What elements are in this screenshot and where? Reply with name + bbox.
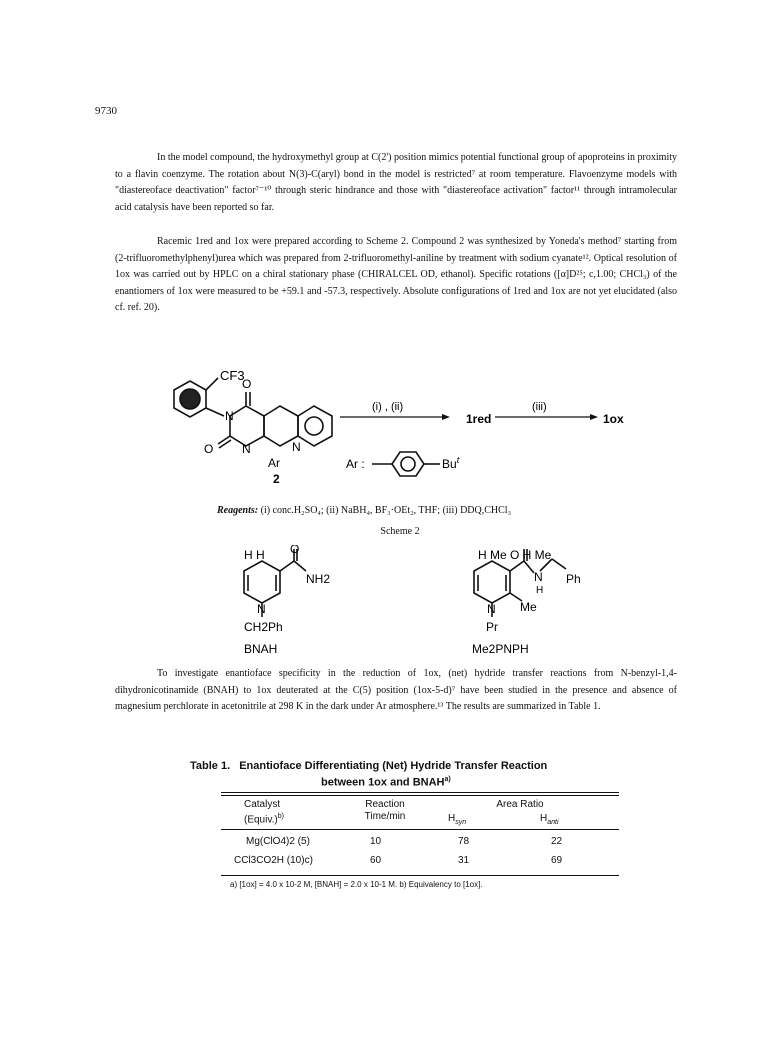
me2pnph-amide-n-label: N: [534, 570, 543, 584]
table-row: [226, 836, 624, 852]
header-catalyst-text: Catalyst: [244, 799, 281, 810]
product-1ox-label: 1ox: [603, 412, 624, 426]
compound-2-label: 2: [273, 472, 280, 486]
cell-time: 10: [370, 836, 382, 847]
paragraph-3: [115, 666, 677, 716]
header-reaction-text: Reaction: [365, 799, 405, 810]
reductant-structures: [210, 545, 620, 660]
table-row: [226, 855, 624, 871]
arrow-2-head: [590, 414, 598, 420]
me2pnph-me-label: Me: [520, 600, 537, 614]
bnah-o-label: O: [290, 545, 300, 556]
header-reaction: [350, 799, 420, 823]
ar-definition-label: Ar :: [346, 457, 365, 471]
paragraph-1: [115, 150, 677, 216]
bnah-n-label: N: [257, 602, 266, 616]
header-catalyst: [244, 799, 334, 826]
scheme-2-figure: [160, 360, 630, 500]
header-hanti: $H_{anti}$: [540, 813, 559, 826]
arrow-1-head: [442, 414, 450, 420]
cell-hsyn: 31: [458, 855, 470, 866]
table-top-rule: [221, 792, 619, 793]
me2pnph-ph-label: Ph: [566, 572, 581, 586]
table-title-label: Table 1.: [190, 760, 231, 772]
carbonyl-o2-label: O: [204, 442, 214, 456]
header-catalyst-equiv: (Equiv.)$^{b)}$: [244, 813, 284, 826]
ar-substituent-label: Ar: [268, 456, 280, 470]
cell-hanti: 69: [551, 855, 563, 866]
n10-label: N: [292, 440, 301, 454]
cell-time: 60: [370, 855, 382, 866]
reagents-label: Reagents:: [217, 505, 259, 516]
table-title-sup: a): [444, 776, 451, 783]
table-top-rule-2: [221, 795, 619, 796]
table-title-line1: Enantioface Differentiating (Net) Hydride Transfer Reaction: [239, 760, 548, 772]
me2pnph-pr-label: Pr: [486, 620, 498, 634]
carbonyl-o-label: O: [242, 377, 252, 391]
scheme-caption: Scheme 2: [380, 526, 420, 537]
step-1-label: (i) , (ii): [372, 401, 404, 413]
me2pnph-ring-n-label: N: [487, 602, 496, 616]
aryl-group-drawing: [372, 452, 440, 476]
table-title: [190, 760, 547, 773]
cell-catalyst: CCl3CO2H (10)c): [234, 855, 313, 866]
tert-butyl-label: Bu$^t$: [442, 455, 460, 471]
table-title-line2: between 1ox and BNAH: [321, 776, 445, 789]
cell-catalyst: Mg(ClO4)2 (5): [246, 836, 310, 847]
bnah-ch2ph-label: CH2Ph: [244, 620, 283, 634]
header-area-ratio: Area Ratio: [496, 799, 544, 810]
header-hsyn: $H_{syn}$: [448, 813, 467, 826]
product-1red-label: 1red: [466, 412, 492, 426]
n1-label: N: [242, 442, 251, 456]
bnah-hh-label: H H: [244, 548, 265, 562]
step-2-label: (iii): [532, 401, 547, 413]
page-number: 9730: [95, 105, 117, 117]
paragraph-3-text: To investigate enantioface specificity in the reduction of 1ox, (net) hydride transfer reactions from N-benzyl-1,4-dihydronicotinamide (BNAH) to 1ox deuterated at the C(5) position (1ox-5-d)⁷ have been studied in the presence and absence of magnesium perchlorate in acetonitrile at 298 K in the dark under Ar atmosphere.¹³ The results are summarized in Table 1.: [115, 668, 677, 712]
me2pnph-amide-h-label: H: [536, 585, 544, 596]
table-title-line-2: [321, 773, 451, 790]
cf3-label: CF3: [220, 368, 245, 383]
paragraph-1-text: In the model compound, the hydroxymethyl group at C(2') position mimics potential functional group of apoproteins in proximity to a flavin coenzyme. The rotation about N(3)-C(aryl) bond in the model is restricted⁷ at room temperature. Flavoenzyme models with "diastereoface deactivation" factor⁷⁻¹⁰ through steric hindrance and those with "diastereoface activation" factor¹¹ through intramolecular acid catalysis have been reported so far.: [115, 152, 677, 213]
cell-hanti: 22: [551, 836, 563, 847]
n3-label: N: [225, 409, 234, 423]
cell-hsyn: 78: [458, 836, 470, 847]
paragraph-2-text: Racemic 1red and 1ox were prepared according to Scheme 2. Compound 2 was synthesized by Yoneda's method⁷ starting from (2-trifluoromethylphenyl)urea which was prepared from 2-trifluoromethyl-aniline by treatment with sodium cyanate¹². Optical resolution of 1ox was carried out by HPLC on a chiral stationary phase (CHIRALCEL OD, ethanol). Specific rotations ([α]D²⁵; c,1.00; CHCl₃) of the enantiomers of 1ox were measured to be +59.1 and -57.3, respectively. Absolute configurations of 1red and 1ox are not yet elucidated (also cf. ref. 20).: [115, 236, 677, 313]
reagents-text: (i) conc.H₂SO₄; (ii) NaBH₄, BF₃·OEt₂, THF; (iii) DDQ,CHCl₃: [258, 505, 512, 516]
table-header-rule: [221, 829, 619, 830]
header-reaction-time: Time/min: [364, 811, 406, 822]
table-bottom-rule: [221, 875, 619, 876]
table-footnote: a) [1ox] = 4.0 x 10-2 M, [BNAH] = 2.0 x 10-1 M. b) Equivalency to [1ox].: [230, 880, 483, 889]
me2pnph-top-label: H Me O H Me: [478, 548, 552, 562]
reagents-line: [217, 505, 511, 516]
me2pnph-name: Me2PNPH: [472, 642, 529, 656]
paragraph-2: [115, 234, 677, 317]
bnah-nh2-label: NH2: [306, 572, 331, 586]
bnah-name: BNAH: [244, 642, 278, 656]
